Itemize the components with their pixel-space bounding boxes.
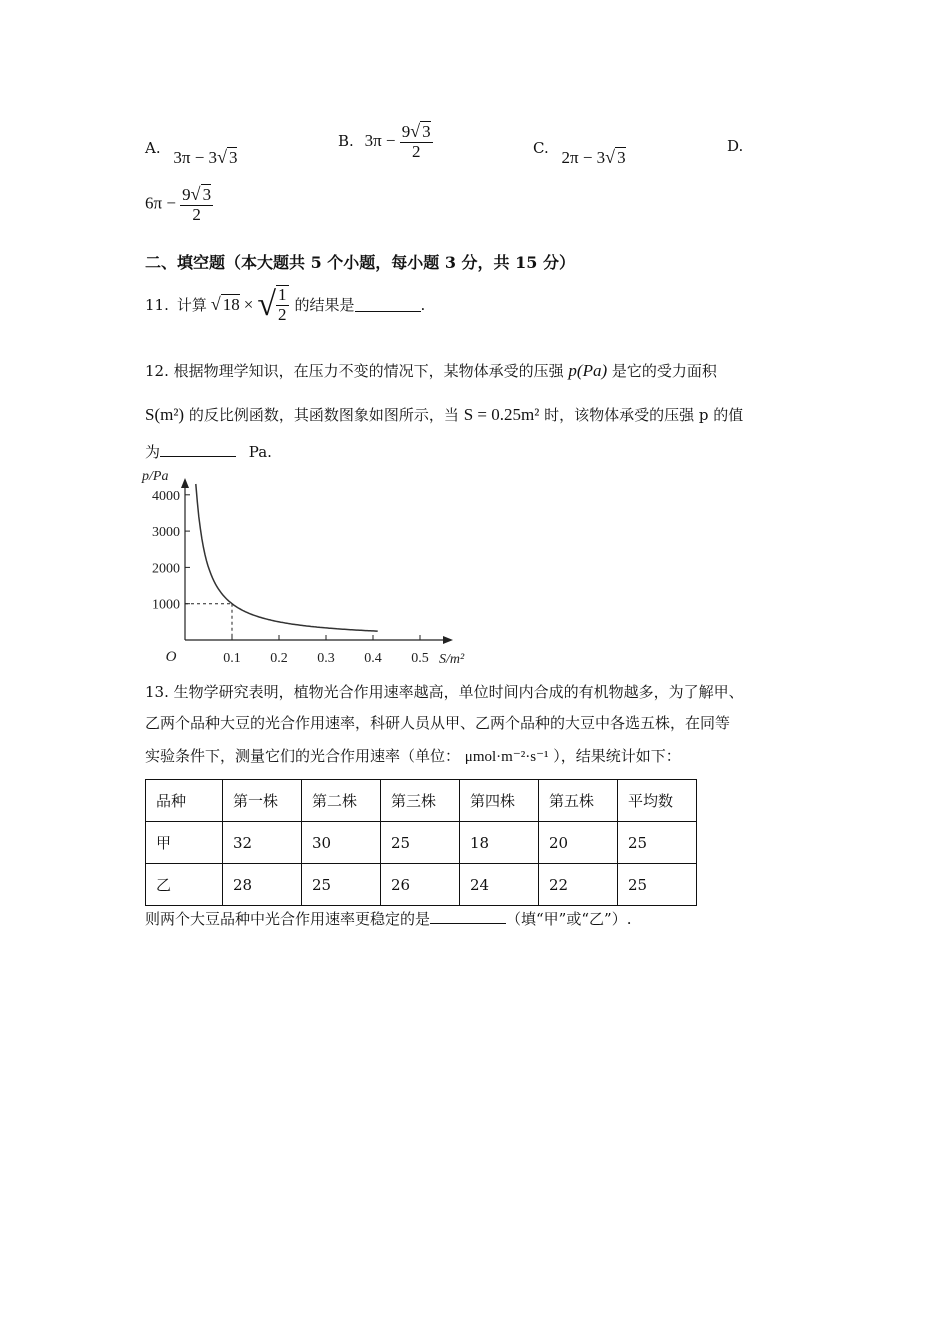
q12-p-expr: p(Pa)	[568, 361, 608, 380]
q12-line1	[145, 360, 717, 381]
q13-line2: 乙两个品种大豆的光合作用速率，科研人员从甲、乙两个品种的大豆中各选五株，在同等	[145, 714, 731, 732]
option-d-num-rad: 3	[202, 185, 212, 204]
q12-line3-prefix: 为	[145, 443, 161, 461]
q12-s-expr: S(m²)	[145, 405, 185, 424]
q11-prefix: 计算	[176, 296, 207, 315]
q13-final	[145, 908, 631, 929]
q11-num: 1	[278, 285, 287, 304]
table-cell: 25	[302, 864, 381, 906]
table-cell: 30	[302, 822, 381, 864]
q11-answer-blank[interactable]	[355, 297, 421, 312]
section-heading: 二、填空题（本大题共 5 个小题，每小题 3 分，共 15 分）	[145, 253, 575, 272]
option-b-den: 2	[411, 141, 421, 161]
q11-suffix: 的结果是	[294, 296, 355, 315]
option-b-num-rad: 3	[422, 122, 431, 141]
option-d-letter: D.	[727, 137, 744, 155]
option-a-rad: 3	[228, 148, 238, 167]
option-b-letter: B.	[338, 131, 354, 150]
pressure-area-chart	[140, 462, 480, 672]
q12-line2-suffix: 时，该物体承受的压强 p 的值	[544, 406, 744, 424]
option-d-fraction: $\frac{9√ 3}{2}$	[182, 184, 212, 224]
table-cell: 18	[460, 822, 539, 864]
table-cell: 28	[223, 864, 302, 906]
q13-answer-blank[interactable]	[430, 909, 506, 924]
option-c: C. 2π − 3√ 3	[533, 139, 626, 167]
header-plant-2: 第二株	[302, 780, 381, 822]
q11-fraction	[276, 285, 289, 324]
q13-line3-prefix: 实验条件下，测量它们的光合作用速率（单位：	[145, 747, 461, 765]
option-b	[338, 122, 433, 161]
origin-label: O	[165, 649, 177, 665]
y-tick-label: 3000	[152, 525, 180, 541]
inverse-proportion-curve	[196, 484, 378, 631]
option-b-fraction: $\frac{9√ 3}{2}$	[401, 121, 431, 161]
option-c-letter: C.	[533, 139, 549, 157]
table-cell: 25	[618, 822, 697, 864]
q13-final-prefix: 则两个大豆品种中光合作用速率更稳定的是	[145, 910, 431, 928]
table-header-row	[146, 780, 697, 822]
table-row	[146, 864, 697, 906]
header-plant-5: 第五株	[539, 780, 618, 822]
header-average: 平均数	[618, 780, 697, 822]
q13-line3	[145, 745, 681, 766]
q13-line1: 13. 生物学研究表明，植物光合作用速率越高，单位时间内合成的有机物越多，为了解甲、	[145, 683, 744, 701]
table-cell: 22	[539, 864, 618, 906]
question-11: 11. 计算 √ 18 × √ $\frac{1}{2}$ 的结果是 .	[145, 285, 426, 324]
option-a-expr: 3π − 3	[173, 148, 218, 167]
q12-line1-suffix: 是它的受力面积	[611, 362, 717, 380]
table-cell: 乙	[146, 864, 223, 906]
table-cell: 甲	[146, 822, 223, 864]
y-axis-arrow	[181, 478, 189, 488]
q12-line3-suffix: Pa.	[248, 443, 272, 461]
q12-line2	[145, 404, 743, 425]
soybean-rate-table	[145, 779, 697, 906]
x-axis-label: S/m²	[439, 652, 465, 667]
x-tick-label: 0.1	[223, 651, 241, 666]
table-cell: 20	[539, 822, 618, 864]
header-variety: 品种	[146, 780, 223, 822]
q13-line3-suffix: ），结果统计如下：	[553, 747, 681, 765]
y-axis-label: p/Pa	[142, 469, 169, 484]
q12-s-value: S = 0.25m²	[463, 405, 540, 424]
option-c-rad: 3	[617, 148, 626, 167]
option-c-expr: 2π − 3	[561, 148, 606, 167]
option-b-lead: 3π −	[364, 130, 396, 150]
table-cell: 25	[381, 822, 460, 864]
q11-den: 2	[278, 304, 287, 324]
header-plant-3: 第三株	[381, 780, 460, 822]
option-d-num: 9	[182, 185, 191, 204]
option-d-expression	[145, 185, 213, 224]
q11-end: .	[420, 295, 426, 314]
q11-number: 11.	[145, 295, 169, 314]
q11-rad1: 18	[222, 295, 240, 315]
option-a: A. 3π − 3√ 3	[145, 139, 238, 167]
q11-times: ×	[243, 294, 254, 314]
q12-answer-blank[interactable]	[160, 442, 236, 457]
x-tick-label: 0.5	[411, 651, 429, 666]
q12-line1-prefix: 12. 根据物理学知识，在压力不变的情况下，某物体承受的压强	[145, 362, 564, 380]
y-tick-label: 1000	[152, 597, 180, 613]
q13-final-suffix: （填“甲”或“乙”）.	[506, 910, 632, 928]
table-cell: 26	[381, 864, 460, 906]
table-cell: 24	[460, 864, 539, 906]
x-tick-label: 0.4	[364, 651, 382, 666]
option-d-den: 2	[192, 204, 201, 224]
q12-line3	[145, 441, 272, 462]
header-plant-1: 第一株	[223, 780, 302, 822]
q12-line2-mid: 的反比例函数，其函数图象如图所示，当	[188, 406, 459, 424]
y-tick-label: 4000	[152, 488, 180, 504]
x-tick-label: 0.2	[270, 651, 288, 666]
option-d-lead: 6π −	[145, 193, 176, 213]
option-a-letter: A.	[145, 139, 161, 157]
option-b-num: 9	[401, 122, 411, 141]
x-axis-arrow	[443, 636, 453, 644]
table-cell: 32	[223, 822, 302, 864]
x-tick-label: 0.3	[317, 651, 335, 666]
q13-unit: μmol·m⁻²·s⁻¹	[464, 749, 549, 765]
table-cell: 25	[618, 864, 697, 906]
table-row	[146, 822, 697, 864]
header-plant-4: 第四株	[460, 780, 539, 822]
y-tick-label: 2000	[152, 561, 180, 577]
